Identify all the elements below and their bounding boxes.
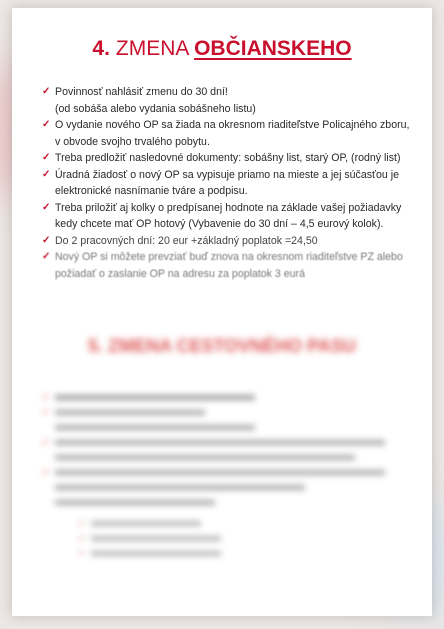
item-text: (od sobáša alebo vydania sobášneho listu) <box>55 102 256 115</box>
list-item <box>42 84 414 117</box>
checkmark-icon: ✓ <box>42 407 50 417</box>
checkmark-icon: ✓ <box>42 234 51 246</box>
list-item <box>42 150 414 167</box>
list-item <box>42 233 414 250</box>
item-text: O vydanie nového OP sa žiada na okresnom riaditeľstve Policajného zboru, <box>55 119 410 131</box>
section-heading <box>12 36 432 62</box>
blurred-section-title: 5. ZMENA CESTOVNÉHO PASU <box>88 336 356 356</box>
item-text: Povinnosť nahlásiť zmenu do 30 dní! <box>55 86 228 98</box>
list-item <box>42 200 414 233</box>
heading-word: ZMENA <box>115 37 189 60</box>
heading-underlined-word: OBČIANSKEHO <box>194 37 352 60</box>
checkmark-icon: ✓ <box>42 152 51 163</box>
checkmark-icon: ✓ <box>78 533 86 543</box>
checkmark-icon: ✓ <box>42 119 51 130</box>
checkmark-icon: ✓ <box>42 251 51 262</box>
checkmark-icon: ✓ <box>42 392 50 402</box>
checkmark-icon: ✓ <box>42 168 51 180</box>
checkmark-icon: ✓ <box>42 201 51 213</box>
list-item <box>42 405 402 435</box>
list-item <box>42 167 414 200</box>
document-page <box>12 8 432 616</box>
item-text: Treba predložiť nasledovné dokumenty: sobášny list, starý OP, (rodný list) <box>55 152 401 164</box>
list-item <box>78 531 378 546</box>
checkmark-icon: ✓ <box>78 518 86 528</box>
blurred-list <box>42 390 402 510</box>
checkmark-icon: ✓ <box>42 86 51 97</box>
item-text: kedy chcete mať OP hotový (Vybavenie do 30 dní – 4,5 eurový kolok). <box>55 218 384 230</box>
item-text: Nový OP si môžete prevziať buď znova na okresnom riaditeľstve PZ alebo <box>55 251 403 263</box>
checkmark-icon: ✓ <box>78 548 86 558</box>
item-text: požiadať o zaslanie OP na adresu za poplatok 3 eurá <box>55 267 305 280</box>
list-item <box>42 117 414 150</box>
item-text: v obvode svojho trvalého pobytu. <box>55 135 210 148</box>
blurred-next-section <box>12 328 432 616</box>
item-text: elektronické nasnímanie tváre a podpisu. <box>55 185 248 197</box>
list-item <box>78 546 378 561</box>
item-text: Treba priložiť aj kolky o predpísanej hodnote na základe vašej požiadavky <box>55 201 402 214</box>
blurred-sublist <box>78 516 378 561</box>
item-text: Úradná žiadosť o nový OP sa vypisuje priamo na mieste a jej súčasťou je <box>55 168 399 181</box>
list-item <box>42 435 402 465</box>
list-item <box>42 390 402 405</box>
item-text: Do 2 pracovných dní: 20 eur +základný poplatok =24,50 <box>55 234 318 247</box>
checkmark-icon: ✓ <box>42 437 50 447</box>
list-item <box>42 249 414 282</box>
list-item <box>42 465 402 510</box>
list-item <box>78 516 378 531</box>
checkmark-icon: ✓ <box>42 467 50 477</box>
heading-number: 4. <box>92 37 110 60</box>
requirements-list <box>42 84 414 282</box>
